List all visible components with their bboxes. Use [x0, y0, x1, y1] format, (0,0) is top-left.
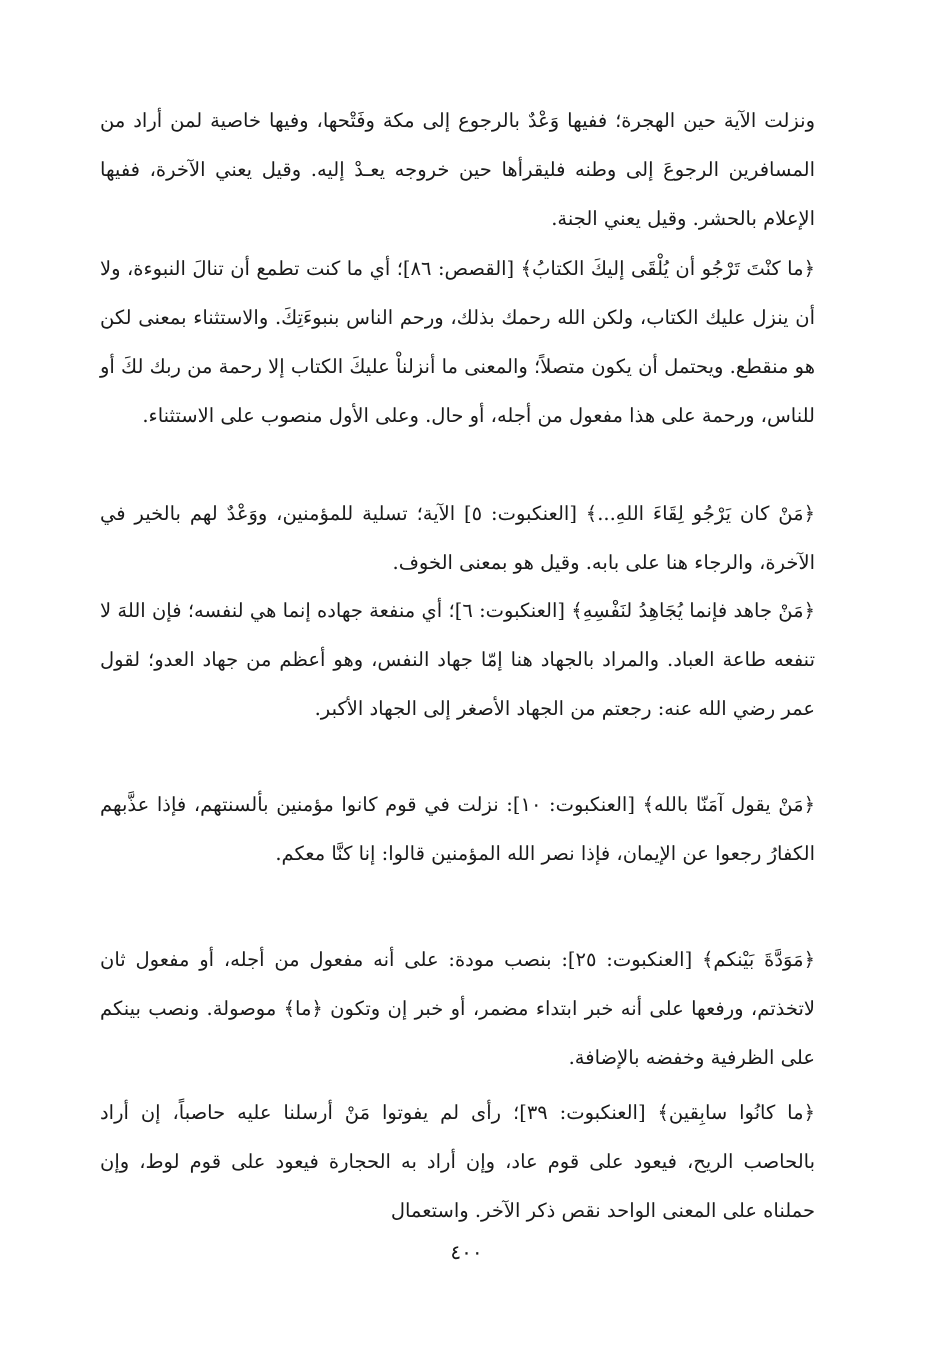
paragraph-4 — [100, 586, 815, 733]
paragraph-7 — [100, 1088, 815, 1235]
paragraph-6 — [100, 935, 815, 1082]
page-number: ٤٠٠ — [450, 1240, 483, 1264]
paragraph-text: ﴿مَوَدَّةَ بَيْنكم﴾ [العنكبوت: ٢٥]: بنصب مودة: على أنه مفعول من أجله، أو مفعول ثان لاتخذتم، ورفعها على أنه خبر ابتداء مضمر، أو خبر إن وتكون ﴿ما﴾ موصولة. ونصب بينكم على الظرفية وخفضه بالإضافة. — [100, 948, 815, 1069]
paragraph-text: ونزلت الآية حين الهجرة؛ ففيها وَعْدٌ بالرجوع إلى مكة وفَتْحها، وفيها خاصية لمن أراد من المسافرين الرجوعَ إلى وطنه فليقرأها حين خروجه يعـدْ إليه. وقيل يعني الآخرة، ففيها الإعلام بالحشر. وقيل يعني الجنة. — [100, 109, 815, 230]
paragraph-2 — [100, 244, 815, 440]
paragraph-text: ﴿مَنْ يقول آمَنّا بالله﴾ [العنكبوت: ١٠]: نزلت في قوم كانوا مؤمنين بألسنتهم، فإذا عذَّبهم الكفارُ رجعوا عن الإيمان، فإذا نصر الله المؤمنين قالوا: إنا كنَّا معكم. — [100, 793, 815, 865]
paragraph-5 — [100, 780, 815, 878]
paragraph-text: ﴿ما كنْتَ تَرْجُو أن يُلْقَى إليكَ الكتابُ﴾ [القصص: ٨٦]؛ أي ما كنت تطمع أن تنالَ النبوءة، ولا أن ينزل عليك الكتاب، ولكن الله رحمك بذلك، ورحم الناس بنبوءَتِكَ. والاستثناء بمعنى لكن هو منقطع. ويحتمل أن يكون متصلاً؛ والمعنى ما أنزلناْ عليكَ الكتاب إلا رحمة من ربك لكَ أو للناس، ورحمة على هذا مفعول من أجله، أو حال. وعلى الأول منصوب على الاستثناء. — [100, 257, 815, 427]
paragraph-3 — [100, 489, 815, 587]
paragraph-text: ﴿مَنْ كان يَرْجُو لِقَاءَ اللهِ...﴾ [العنكبوت: ٥] الآية؛ تسلية للمؤمنين، ووَعْدٌ لهم بالخير في الآخرة، والرجاء هنا على بابه. وقيل هو بمعنى الخوف. — [100, 502, 815, 574]
paragraph-text: ﴿مَنْ جاهد فإنما يُجَاهِدُ لنَفْسِهِ﴾ [العنكبوت: ٦]؛ أي منفعة جهاده إنما هي لنفسه؛ فإن اللهَ لا تنفعه طاعة العباد. والمراد بالجهاد هنا إمّا جهاد النفس، وهو أعظم من جهاد العدو؛ لقول عمر رضي الله عنه: رجعتم من الجهاد الأصغر إلى الجهاد الأكبر. — [100, 599, 815, 720]
paragraph-text: ﴿ما كانُوا سابِقين﴾ [العنكبوت: ٣٩]؛ رأى لم يفوتوا مَنْ أرسلنا عليه حاصباً، إن أراد بالحاصب الريح، فيعود على قوم عاد، وإن أراد به الحجارة فيعود على قوم لوط، وإن حملناه على المعنى الواحد نقص ذكر الآخر. واستعمال — [100, 1101, 815, 1222]
paragraph-1 — [100, 96, 815, 243]
